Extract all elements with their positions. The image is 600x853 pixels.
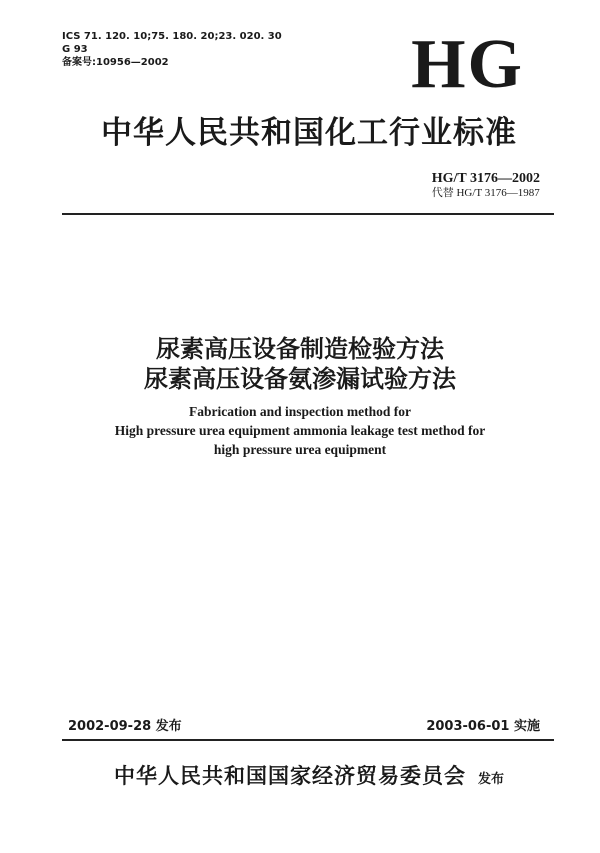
implementation-date: 2003-06-01 实施 [426,719,540,734]
ics-code: ICS 71. 120. 10;75. 180. 20;23. 020. 30 [62,31,282,42]
chinese-title-line-2: 尿素高压设备氨渗漏试验方法 [144,365,456,393]
standard-category-title: 中华人民共和国化工行业标准 [101,115,517,151]
publish-label: 发布 [477,772,504,787]
replaces-note: 代替 HG/T 3176—1987 [431,187,540,199]
classification-block [62,30,282,69]
english-title-line-3: high pressure urea equipment [213,442,387,457]
chinese-title-line-1: 尿素高压设备制造检验方法 [156,335,444,363]
english-title-line-2: High pressure urea equipment ammonia leakage test method for [114,423,486,438]
standard-number: HG/T 3176—2002 [431,171,540,186]
issuer-line [62,760,556,790]
english-title [0,402,600,459]
record-number: 备案号:10956—2002 [62,57,169,68]
hg-logo: HG [411,26,524,103]
footer-divider [62,739,554,741]
standard-number-block [432,170,540,200]
ccs-code: G 93 [62,44,88,55]
header-divider [62,213,554,215]
issuing-organization: 中华人民共和国国家经济贸易委员会 [113,764,466,788]
english-title-line-1: Fabrication and inspection method for [188,404,411,419]
chinese-title [0,334,600,394]
issue-date: 2002-09-28 发布 [68,719,182,734]
